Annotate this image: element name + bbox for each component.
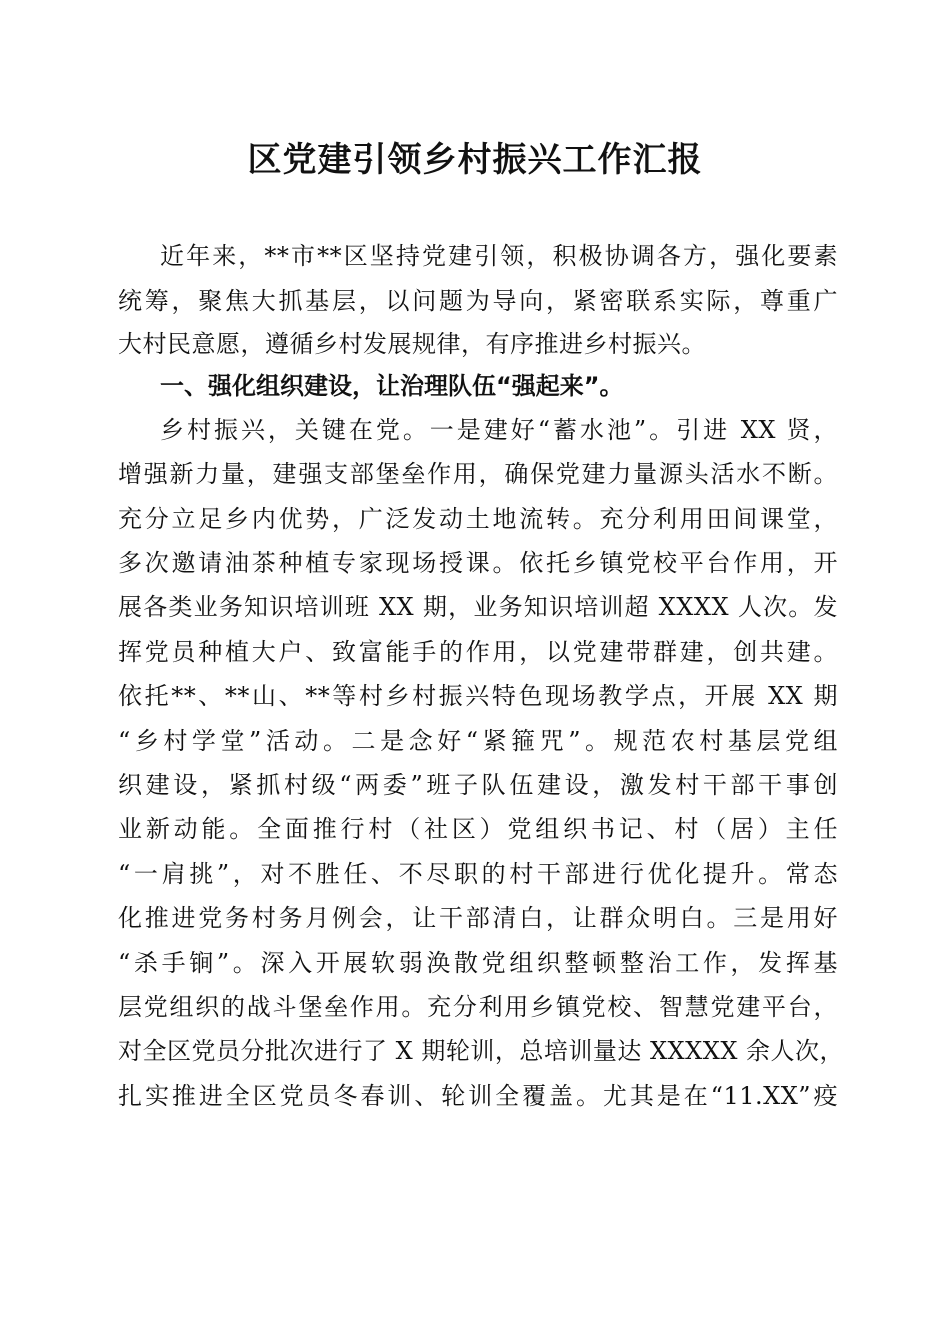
intro-line-2: 统筹，聚焦大抓基层，以问题为导向，紧密联系实际，尊重广 — [118, 287, 838, 315]
section-1-line-12: 化推进党务村务月例会，让干部清白，让群众明白。三是用好 — [118, 904, 838, 932]
section-1-line-4: 多次邀请油茶种植专家现场授课。依托乡镇党校平台作用，开 — [118, 549, 838, 577]
section-1-line-9: 织建设，紧抓村级“两委”班子队伍建设，激发村干部干事创 — [118, 771, 838, 799]
section-1-line-8: “乡村学堂”活动。二是念好“紧箍咒”。规范农村基层党组 — [118, 727, 838, 755]
section-1-line-7: 依托**、**山、**等村乡村振兴特色现场教学点，开展 XX 期 — [118, 682, 838, 710]
section-1-line-15: 对全区党员分批次进行了 X 期轮训，总培训量达 XXXXX 余人次， — [118, 1037, 845, 1065]
section-1-line-2: 增强新力量，建强支部堡垒作用，确保党建力量源头活水不断。 — [118, 460, 838, 488]
intro-line-1: 近年来，**市**区坚持党建引领，积极协调各方，强化要素 — [160, 242, 838, 270]
section-1-line-10: 业新动能。全面推行村（社区）党组织书记、村（居）主任 — [118, 815, 838, 843]
section-1-line-16: 扎实推进全区党员冬春训、轮训全覆盖。尤其是在“11.XX”疫 — [118, 1082, 838, 1110]
section-1-line-5: 展各类业务知识培训班 XX 期，业务知识培训超 XXXX 人次。发 — [118, 593, 838, 621]
section-1-line-11: “一肩挑”，对不胜任、不尽职的村干部进行优化提升。常态 — [118, 860, 838, 888]
section-1-line-3: 充分立足乡内优势，广泛发动土地流转。充分利用田间课堂， — [118, 505, 838, 533]
intro-line-3: 大村民意愿，遵循乡村发展规律，有序推进乡村振兴。 — [118, 330, 706, 358]
section-1-line-13: “杀手锏”。深入开展软弱涣散党组织整顿整治工作，发挥基 — [118, 949, 838, 977]
section-1-line-1: 乡村振兴，关键在党。一是建好“蓄水池”。引进 XX 贤， — [160, 416, 838, 444]
section-1-line-6: 挥党员种植大户、致富能手的作用，以党建带群建，创共建。 — [118, 638, 838, 666]
section-1-heading: 一、强化组织建设，让治理队伍“强起来”。 — [160, 372, 624, 400]
document-title: 区党建引领乡村振兴工作汇报 — [247, 140, 703, 180]
section-1-line-14: 层党组织的战斗堡垒作用。充分利用乡镇党校、智慧党建平台， — [118, 993, 838, 1021]
